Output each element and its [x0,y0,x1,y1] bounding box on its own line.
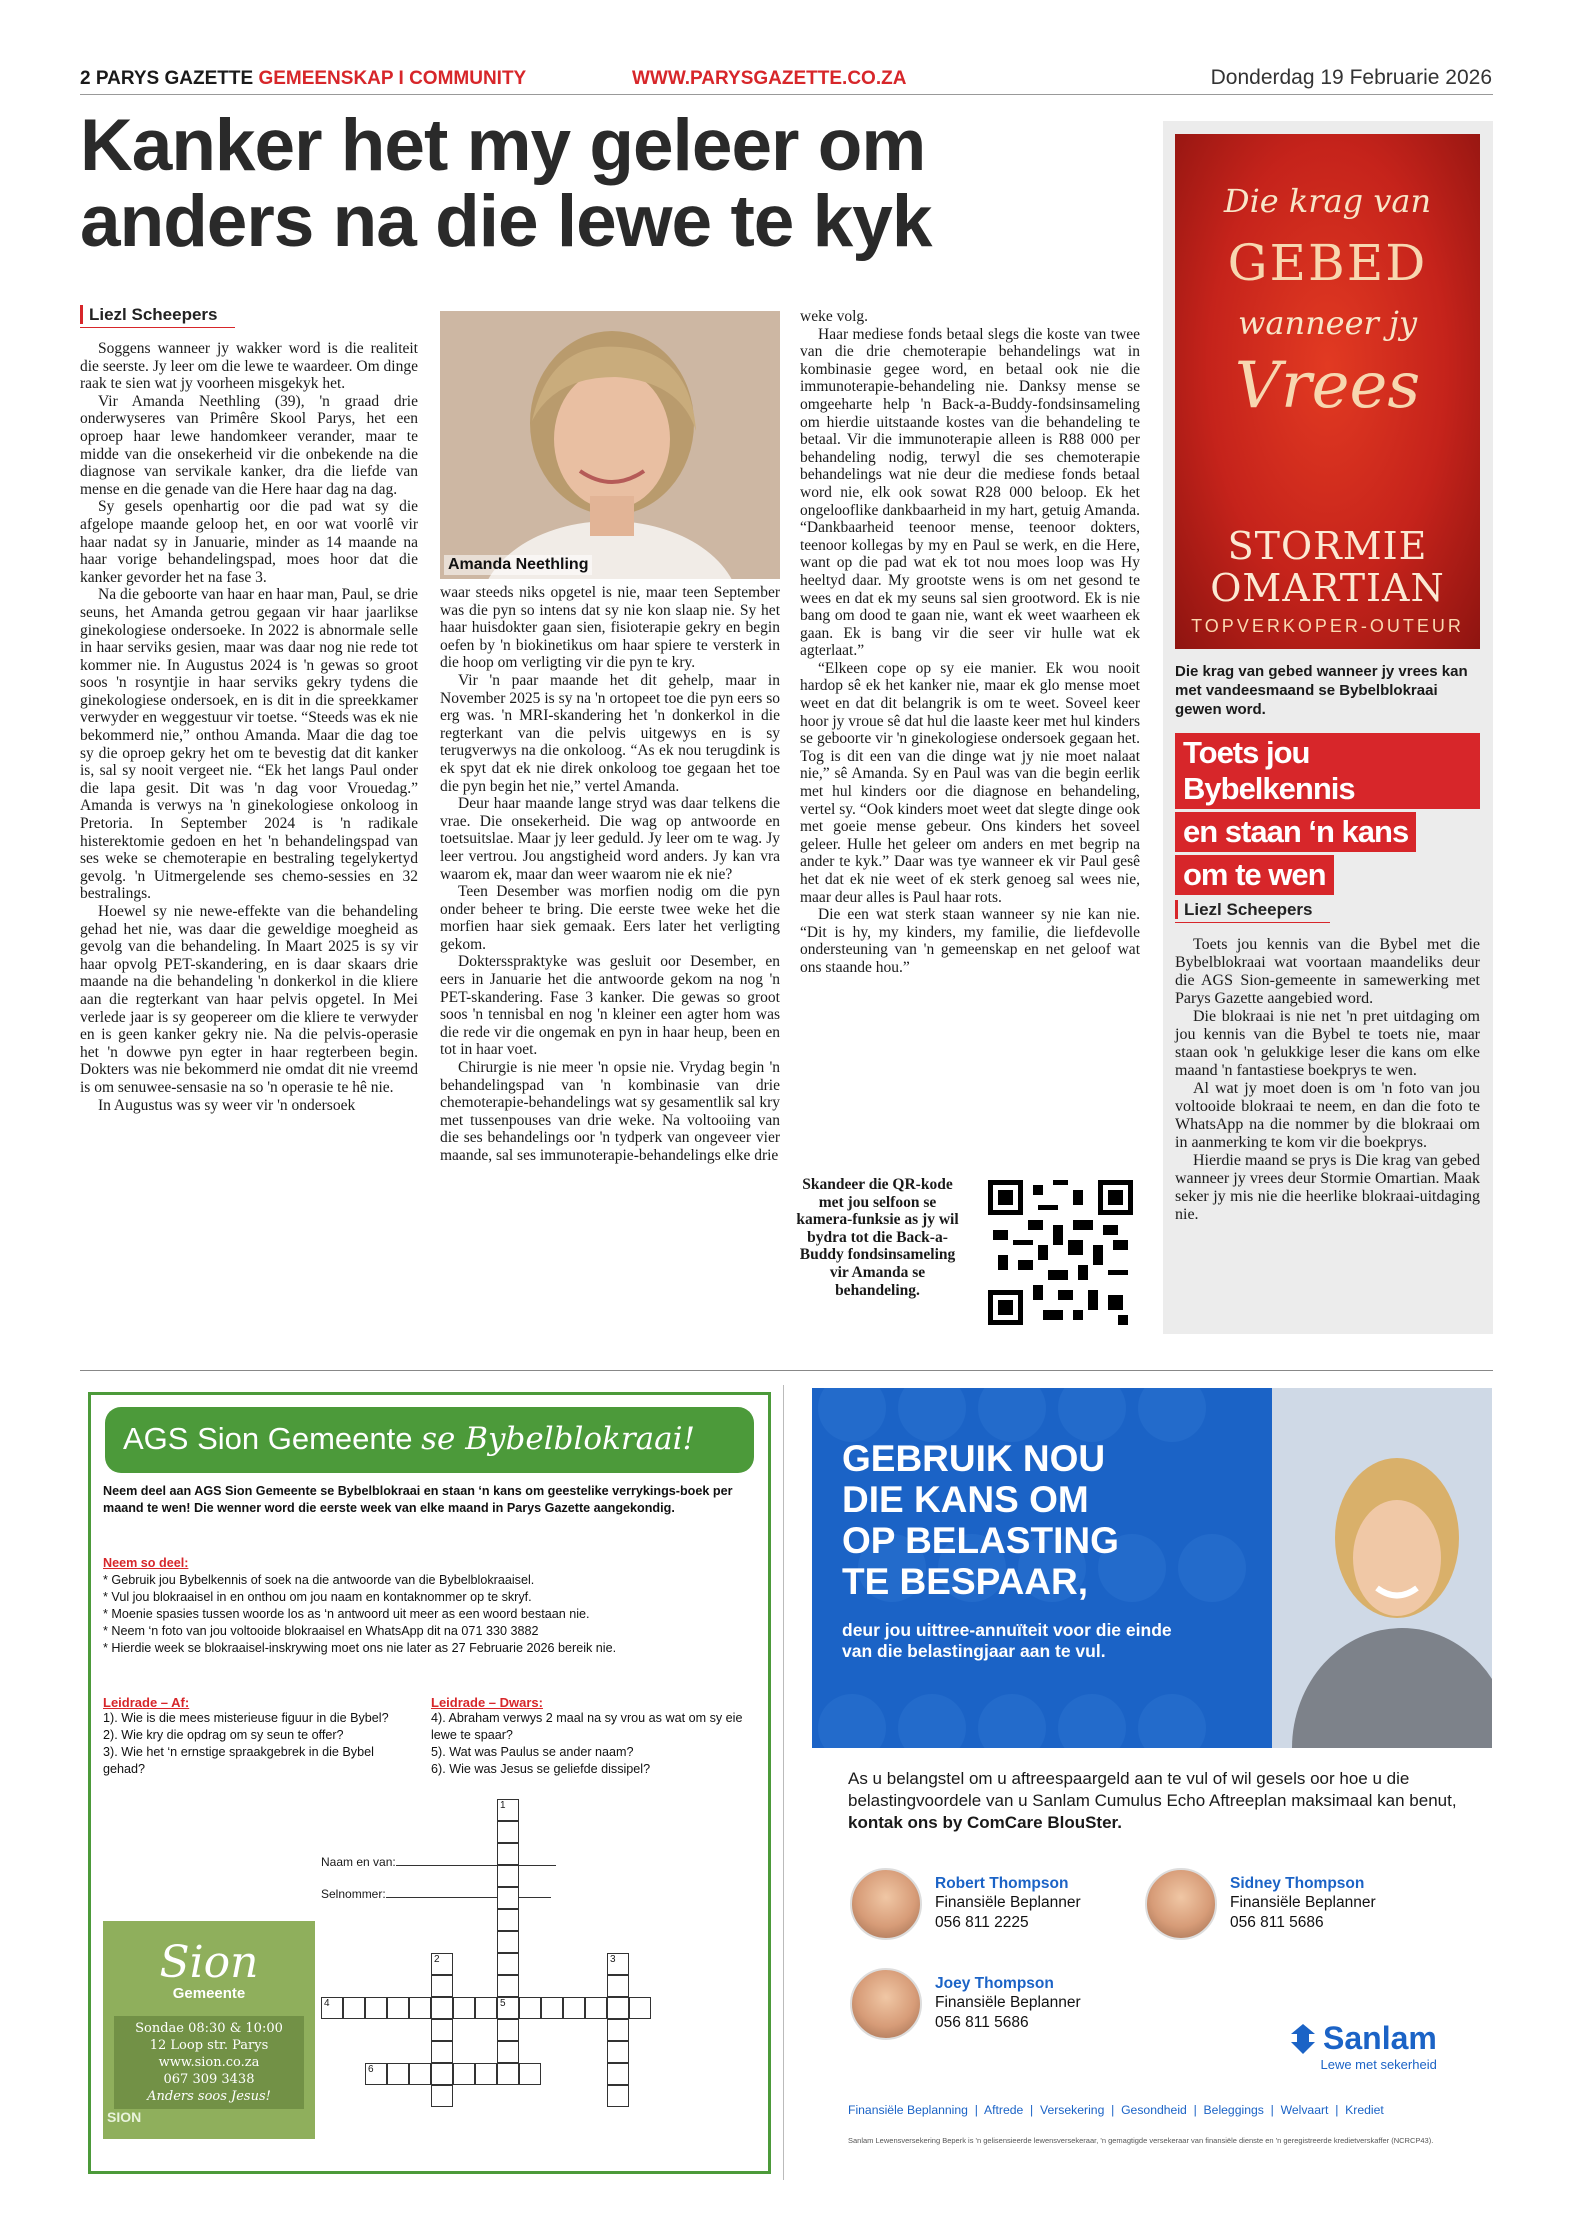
book-author: STORMIE [1227,524,1428,568]
crossword-cell[interactable] [431,1953,453,1975]
sanlam-intro-text: As u belangstel om u aftreespaargeld aan te vul of wil gesels oor hoe u die belastingvoordele van u Sanlam Cumulus Echo Aftreeplan maksimaal kan benut, [848,1769,1457,1810]
crossword-cell[interactable] [431,1997,453,2019]
sanlam-shield-icon [1287,2022,1319,2056]
sanlam-fine-print: Sanlam Lewensversekering Beperk is 'n gelisensieerde lewensversekeraar, 'n gemagtigde versekeraar van finansiële dienste en 'n geregistreerde kredietverskaffer (NCRCP43). [848,2136,1434,2145]
clue-number: 3 [610,1954,616,1965]
article-paragraph: Soggens wanneer jy wakker word is die realiteit die seerste. Jy leer om die lewe te waardeer. Om dinge raak te sien wat jy voorheen misgekyk het. [80,340,418,393]
name-label: Naam en van: [321,1855,396,1869]
ags-rules [103,1555,758,1657]
crossword-cell[interactable] [431,2019,453,2041]
clue-number: 6 [368,2064,374,2075]
crossword-cell[interactable] [497,1843,519,1865]
ags-title-script: se Bybelblokraai! [421,1421,695,1457]
article-headline [80,105,1140,262]
crossword-cell[interactable] [365,1997,387,2019]
photo-caption: Amanda Neethling [444,555,592,575]
sanlam-banner [812,1388,1492,1748]
ags-crossword-ad [88,1392,771,2174]
clue: 5). Wat was Paulus se ander naam? [431,1745,634,1759]
ad-divider [783,1385,784,2180]
clue-heading: Leidrade – Af: [103,1695,190,1710]
sidebar-text [1175,936,1480,1224]
sion-address: 12 Loop str. Parys [149,2038,269,2053]
rules-heading: Neem so deel: [103,1556,189,1570]
crossword-cell[interactable] [497,2041,519,2063]
sanlam-subtext: deur jou uittree-annuïteit voor die einde van die belastingjaar aan te vul. [842,1620,1172,1661]
crossword-cell[interactable] [607,1975,629,1997]
article-paragraph: Teen Desember was morfien nodig om die pyn onder beheer te bring. Die eerste twee weke het die morfien haar siek gemaak. Eers later het verligting gekom. [440,883,780,953]
service-link[interactable]: Welvaart [1280,2103,1329,2117]
clues-across [431,1695,751,1778]
article-paragraph: Chirurgie is nie meer 'n opsie nie. Vrydag begin 'n behandelingspad van 'n kombinasie van drie chemoterapie-behandelings wat sy gesamentlik sal kry met tussenpouses van drie weke. Na voltooiing van die ses behandelings oor 'n tydperk van ongeveer vier maande, sal ses immunoterapie-behandelings elke drie [440,1059,780,1164]
advisor-phone[interactable]: 056 811 5686 [935,2014,1029,2031]
clue: 1). Wie is die mees misterieuse figuur in die Bybel? [103,1711,389,1725]
issue-date: Donderdag 19 Februarie 2026 [1210,66,1492,89]
ags-title-text: AGS Sion Gemeente [123,1421,413,1456]
book-caption: Die krag van gebed wanneer jy vrees kan met vandeesmaand se Bybelblokraai gewen word. [1175,663,1468,718]
sanlam-intro [848,1768,1460,1834]
advisor-role: Finansiële Beplanner [935,1994,1081,2011]
section-name: GEMEENSKAP I COMMUNITY [258,68,527,89]
headline-line: anders na die lewe te kyk [80,181,932,262]
crossword-cell[interactable] [585,1997,607,2019]
paper-name: PARYS GAZETTE [95,68,254,89]
ags-intro: Neem deel aan AGS Sion Gemeente se Bybelblokraai en staan ‘n kans om geestelike verrykings-boek per maand te wen! Die wenner word die eerste week van elke maand in Parys Gazette aangekondig. [103,1484,733,1515]
name-field[interactable] [321,1855,556,1869]
crossword-cell[interactable] [453,2063,475,2085]
rule-item: * Gebruik jou Bybelkennis of soek na die antwoorde van die Bybelblokraaisel. [103,1573,535,1587]
byline-rule [1175,922,1330,923]
crossword-cell[interactable] [453,1997,475,2019]
article-paragraph: waar steeds niks opgetel is nie, maar teen September was die pyn so intens dat sy nie kon slaap nie. Sy het haar huisdokter gaan sien, fisioterapie gekry en begin oefen by 'n biokinetikus om haar spiere te versterk in die hoop om verligting vir die pyn te kry. [440,584,780,672]
crossword-cell[interactable] [431,2085,453,2107]
ags-banner [105,1407,754,1473]
qr-code[interactable] [988,1180,1133,1325]
quiz-headline [1175,733,1480,898]
article-paragraph: Vir 'n paar maande het dit gehelp, maar in November 2025 is sy na 'n ortopeet toe die pyn eers so erg was. 'n MRI-skandering het 'n donkerkol in die regterkant van die pelvis uitgewys en is sy terugverwys na die onkoloog. “As ek nou terugdink is ek spyt dat ek nie direk onkoloog toe gegaan het toe die pyn begin het nie,” vertel Amanda. [440,671,780,795]
sidebar-paragraph: Al wat jy moet doen is om 'n foto van jou voltooide blokraai te neem, en dan die foto te WhatsApp na die nommer by die blokraai om in aanmerking te kom vir die boekprys. [1175,1080,1480,1151]
advisor-role: Finansiële Beplanner [1230,1894,1376,1911]
sion-card [103,1921,315,2139]
clue-number: 5 [500,1998,506,2009]
service-link[interactable]: Beleggings [1203,2103,1264,2117]
clue: 6). Wie was Jesus se geliefde dissipel? [431,1762,651,1776]
service-link[interactable]: Finansiële Beplanning [848,2103,968,2117]
advisor-card [1230,1875,1376,1933]
clue: 3). Wie het ‘n ernstige spraakgebrek in die Bybel gehad? [103,1745,374,1776]
crossword-cell[interactable] [475,2063,497,2085]
sanlam-logo [1287,2020,1437,2072]
crossword-cell[interactable] [607,2085,629,2107]
article-column-3 [800,308,1140,977]
clue-number: 4 [324,1998,330,2009]
crossword-cell[interactable] [497,1953,519,1975]
sidebar-paragraph: Die blokraai is nie net 'n pret uitdaging om jou kennis van die Bybel te toets nie, maar staan ook 'n gelukkige leser die kans om elke maand 'n fantastiese boekprys te wen. [1175,1008,1480,1079]
crossword-cell[interactable] [607,2019,629,2041]
sion-logo: Sion [159,1937,259,1988]
article-paragraph: Haar mediese fonds betaal slegs die koste van twee van die drie chemoterapie behandelings wat in kombinasie gegee word, en betaal ook nie die immunoterapie-behandeling nie. Danksy mense se omgeeharte help 'n Back-a-Buddy-fondsinsameling om hierdie uitstaande kostes van die behandeling te betaal. Vir die immunoterapie alleen is R88 000 per behandeling nodig, terwyl die ses chemoterapie behandelings wat nie deur die mediese fonds betaal word nie, elk ook sowat R28 000 beloop. Ek het ongelooflike dankbaarheid in my hart, getuig Amanda. “Dankbaarheid teenoor mense, teenoor dokters, teenoor kollegas by my en Paul se werk, en die Here, want op die pad wat ek tot nou moes loop was Hy heeltyd daar. My grootste wens is om net gesond te wees en dat ek my seuns sal sien grootword. Ek is nie bang om dood te gaan nie, want ek weet waarheen ek gaan. Ek is bang vir die seer vir hulle wat ek agterlaat.” [800,325,1140,660]
quiz-headline-line: en staan ‘n kans [1175,812,1416,852]
rule-item: * Moenie spasies tussen woorde los as ‘n antwoord uit meer as een woord bestaan nie. [103,1607,590,1621]
article-column-1 [80,340,418,1114]
rule-item: * Vul jou blokraaisel in en onthou om jou naam en kontaknommer op te skryf. [103,1590,532,1604]
article-paragraph: Na die geboorte van haar en haar man, Paul, se drie seuns, het Amanda getrou gegaan vir haar jaarlikse ginekologiese ondersoeke. In 2022 is abnormale selle in haar serviks gesien, maar was daar nog nie rede tot kommer nie. In Augustus 2024 is 'n gewas so groot soos 'n rosyntjie in haar serviks gekry tydens die ginekologiese ondersoek, en is dit in die spreekkamer verwyder en weggestuur vir toetse. “Steeds was ek nie bekommerd nie,” onthou Amanda. Maar die dag toe sy die oproep gekry het om te bevestig dat dit kanker is, sal sy nooit vergeet nie. “Ek het langs Paul onder die lapa gesit. Dit was 'n dag voor Vrouedag.” Amanda is verwys na 'n ginekologiese onkoloog in Pretoria. In September 2024 is 'n radikale histerektomie gedoen en het 'n behandelingspad van ses weke se chemoterapie en bestraling tegelykertyd gevolg. 'n Uitmergelende ses chemo-sessies en 32 bestralings. [80,586,418,903]
section-divider [80,1370,1493,1371]
crossword-cell[interactable] [519,2063,541,2085]
crossword-cell[interactable] [497,1821,519,1843]
sidebar-byline: Liezl Scheepers [1175,900,1313,919]
crossword-cell[interactable] [387,2063,409,2085]
clue-heading: Leidrade – Dwars: [431,1695,543,1710]
crossword-cell[interactable] [497,1799,519,1821]
article-paragraph: Sy gesels openhartig oor die pad wat sy die afgelope maande geloop het, en oor wat voorlê vir haar nadat sy in Januarie, minder as 14 maande na haar vorige behandelingspad, moes hoor dat die kanker gevorder het na fase 3. [80,498,418,586]
sanlam-slogan: Lewe met sekerheid [1320,2057,1437,2072]
article-paragraph: In Augustus was sy weer vir 'n ondersoek [98,1096,356,1114]
article-paragraph: Hoewel sy nie newe-effekte van die behandeling gehad het nie, was daar die geweldige moegheid as gevolg van die behandeling. In Maart 2025 is sy vir haar opvolg PET-skandering, en is daar skaars drie maande na die behandeling 'n donkerkol in die kliere aan die regterkant van haar pelvis opgetel. In Mei verlede jaar is sy geopereer om die kliere te verwyder en is geen kanker gekry nie. Na die pelvis-operasie het 'n dowwe pyn egter in haar regterbeen begin. Dokters was nie bekommerd nie omdat dit nie vreemd is om senuwee-sensasie na so 'n operasie te hê nie. [80,903,418,1096]
advisor-role: Finansiële Beplanner [935,1894,1081,1911]
sanlam-wordmark: Sanlam [1323,2020,1437,2056]
sion-motto: Anders soos Jesus! [147,2089,271,2104]
advisor-phone[interactable]: 056 811 5686 [1230,1914,1324,1931]
byline-rule [80,327,235,328]
portrait-illustration [440,311,780,579]
quiz-headline-line: om te wen [1175,855,1334,895]
advisor-card [935,1975,1081,2033]
advisor-card [935,1875,1081,1933]
sanlam-headline-line: OP BELASTING [842,1520,1119,1561]
clue-number: 1 [500,1800,506,1811]
sidebar-paragraph: Hierdie maand se prys is Die krag van gebed wanneer jy vrees deur Stormie Omartian. Maak seker jy mis nie die heerlike blokraai-uitdaging nie. [1175,1152,1481,1223]
book-title-line: Vrees [1234,349,1421,423]
crossword-cell[interactable] [321,1997,343,2019]
crossword-cell[interactable] [387,1997,409,2019]
book-tagline: TOPVERKOPER-OUTEUR [1191,616,1464,636]
article-paragraph: “Elkeen cope op sy eie manier. Ek wou nooit hardop sê ek het kanker nie, maar ek glo mense moet weet en dat dit belangrik is om te weet. Soveel keer hoor jy vroue sê dat hul die laaste keer met hul kinders se geboorte vir 'n ginekologiese ondersoek gegaan het. Tog is dit een van die dinge wat jy nie moet nalaat nie,” sê Amanda. Sy en Paul was van die begin eerlik met hul kinders oor die diagnose en behandeling, vertel sy. “Ook kinders moet weet dat slegte dinge ook met goeie mense gebeur. Ons kinders het soveel geleer. Hulle het geleer om anders en met begrip na ander te kyk.” Daar was tye wanneer ek vir Paul gesê het dat ek nie weet of ek sterk genoeg sal wees nie, maar deur alles is Paul haar rots. [800,659,1140,906]
ags-title [123,1421,695,1457]
crossword-cell[interactable] [519,1997,541,2019]
crossword-cell[interactable] [607,1997,629,2019]
website-link[interactable]: WWW.PARYSGAZETTE.CO.ZA [632,68,907,89]
crossword-cell[interactable] [497,1887,519,1909]
rule-item: * Neem ‘n foto van jou voltooide blokraaisel en WhatsApp dit na 071 330 3882 [103,1624,539,1638]
sanlam-headline-line: TE BESPAAR, [842,1561,1089,1602]
book-author: OMARTIAN [1210,566,1445,610]
article-paragraph: weke volg. [800,308,869,325]
article-byline: Liezl Scheepers [80,305,218,324]
sion-details [114,2016,304,2109]
service-link[interactable]: Krediet [1345,2103,1384,2117]
advisor-name: Robert Thompson [935,1875,1069,1892]
sanlam-headline-line: DIE KANS OM [842,1479,1089,1520]
sanlam-headline [842,1438,1222,1602]
crossword-cell[interactable] [497,1865,519,1887]
crossword-cell[interactable] [343,1997,365,2019]
rule-item: * Hierdie week se blokraaisel-inskrywing moet ons nie later as 27 Februarie 2026 bereik nie. [103,1641,617,1655]
avatar [850,1968,922,2040]
advisor-name: Sidney Thompson [1230,1875,1365,1892]
qr-instructions: Skandeer die QR-kode met jou selfoon se kamera-funksie as jy wil bydra tot die Back-a-Buddy fondsinsameling vir Amanda se behandeling. [796,1176,959,1299]
book-title-line: GEBED [1227,234,1428,292]
sanlam-services: Finansiële Beplanning | Aftrede | Versekering | Gesondheid | Beleggings | Welvaart | Krediet [848,2103,1384,2117]
crossword-cell[interactable] [365,2063,387,2085]
clue: 2). Wie kry die opdrag om sy seun te offer? [103,1728,344,1742]
sion-badge: SION [107,2109,142,2125]
crossword-cell[interactable] [409,2063,431,2085]
crossword-cell[interactable] [607,2041,629,2063]
crossword-cell[interactable] [497,2019,519,2041]
headline-line: Kanker het my geleer om [80,105,926,186]
crossword-cell[interactable] [497,1975,519,1997]
article-photo [440,311,780,579]
crossword-cell[interactable] [431,2041,453,2063]
clue: 4). Abraham verwys 2 maal na sy vrou as wat om sy eie lewe te spaar? [431,1711,743,1742]
crossword-cell[interactable] [497,1909,519,1931]
service-link[interactable]: Aftrede [983,2103,1024,2117]
crossword-cell[interactable] [409,1997,431,2019]
sion-times: Sondae 08:30 & 10:00 [135,2021,283,2036]
service-link[interactable]: Versekering [1040,2103,1105,2117]
crossword-cell[interactable] [541,1997,563,2019]
masthead [80,68,526,90]
crossword-cell[interactable] [475,1997,497,2019]
article-paragraph: Die een wat sterk staan wanneer sy nie kan nie. “Dit is hy, my kinders, my familie, die liefdevolle ondersteuning van 'n gemeenskap en net geloof wat ons staande hou.” [800,906,1140,976]
service-link[interactable]: Gesondheid [1121,2103,1187,2117]
book-title-line: Die krag van [1223,182,1432,220]
article-paragraph: Vir Amanda Neethling (39), 'n graad drie onderwyseres van Primêre Skool Parys, het een oproep haar lewe handomkeer verander, maar te midde van die onsekerheid vir die onbekende na die diagnose van servikale kanker, dra die liefde van mense en die genade van die Here haar dag na dag. [80,392,418,498]
crossword-cell[interactable] [431,1975,453,1997]
clue-number: 2 [434,1954,440,1965]
crossword-cell[interactable] [607,1953,629,1975]
page-number: 2 [80,68,91,89]
crossword-cell[interactable] [563,1997,585,2019]
sion-website[interactable]: www.sion.co.za [158,2055,260,2070]
advisor-phone[interactable]: 056 811 2225 [935,1914,1029,1931]
avatar [850,1868,922,1940]
article-column-2 [440,584,780,1165]
crossword-cell[interactable] [497,1931,519,1953]
crossword-cell[interactable] [431,2063,453,2085]
sidebar-paragraph: Toets jou kennis van die Bybel met die Bybelblokraai wat voortaan maandeliks deur die AGS Sion-gemeente in samewerking met Parys Gazette aangebied word. [1175,936,1480,1007]
clues-down [103,1695,403,1778]
phone-label: Selnommer: [321,1887,386,1901]
book-title-line: wanneer jy [1237,304,1418,342]
crossword-cell[interactable] [607,2063,629,2085]
quiz-headline-line: Toets jou Bybelkennis [1175,733,1480,809]
sion-phone[interactable]: 067 309 3438 [163,2072,255,2087]
header-divider [80,94,1493,95]
book-cover [1175,134,1480,649]
sion-logo-sub: Gemeente [172,1985,246,2002]
crossword-cell[interactable] [629,1997,651,2019]
crossword-cell[interactable] [497,2063,519,2085]
sanlam-intro-bold: kontak ons by ComCare BlouSter. [848,1813,1122,1832]
article-paragraph: Doktersspraktyke was gesluit oor Desember, en eers in Januarie het die antwoorde gekom na nog 'n PET-skandering. Fase 3 kanker. Die gewas so groot soos 'n tennisbal en nog 'n kleiner een agter hom was die rede vir die ongemak en pyn in haar heup, been en tot in haar voet. [440,953,780,1059]
sanlam-headline-line: GEBRUIK NOU [842,1438,1106,1479]
crossword-cell[interactable] [497,1997,519,2019]
article-paragraph: Deur haar maande lange stryd was daar telkens die vrae. Die onsekerheid. Die wag op antwoorde en toetsuitslae. Maar jy leer geduld. Jy leer om te wag. Jy leer vertrou. Jou angstigheid word anders. Jy kan vra waarom ek, maar dan weer waarom nie ek nie? [440,795,780,883]
avatar [1145,1868,1217,1940]
advisor-name: Joey Thompson [935,1975,1054,1992]
